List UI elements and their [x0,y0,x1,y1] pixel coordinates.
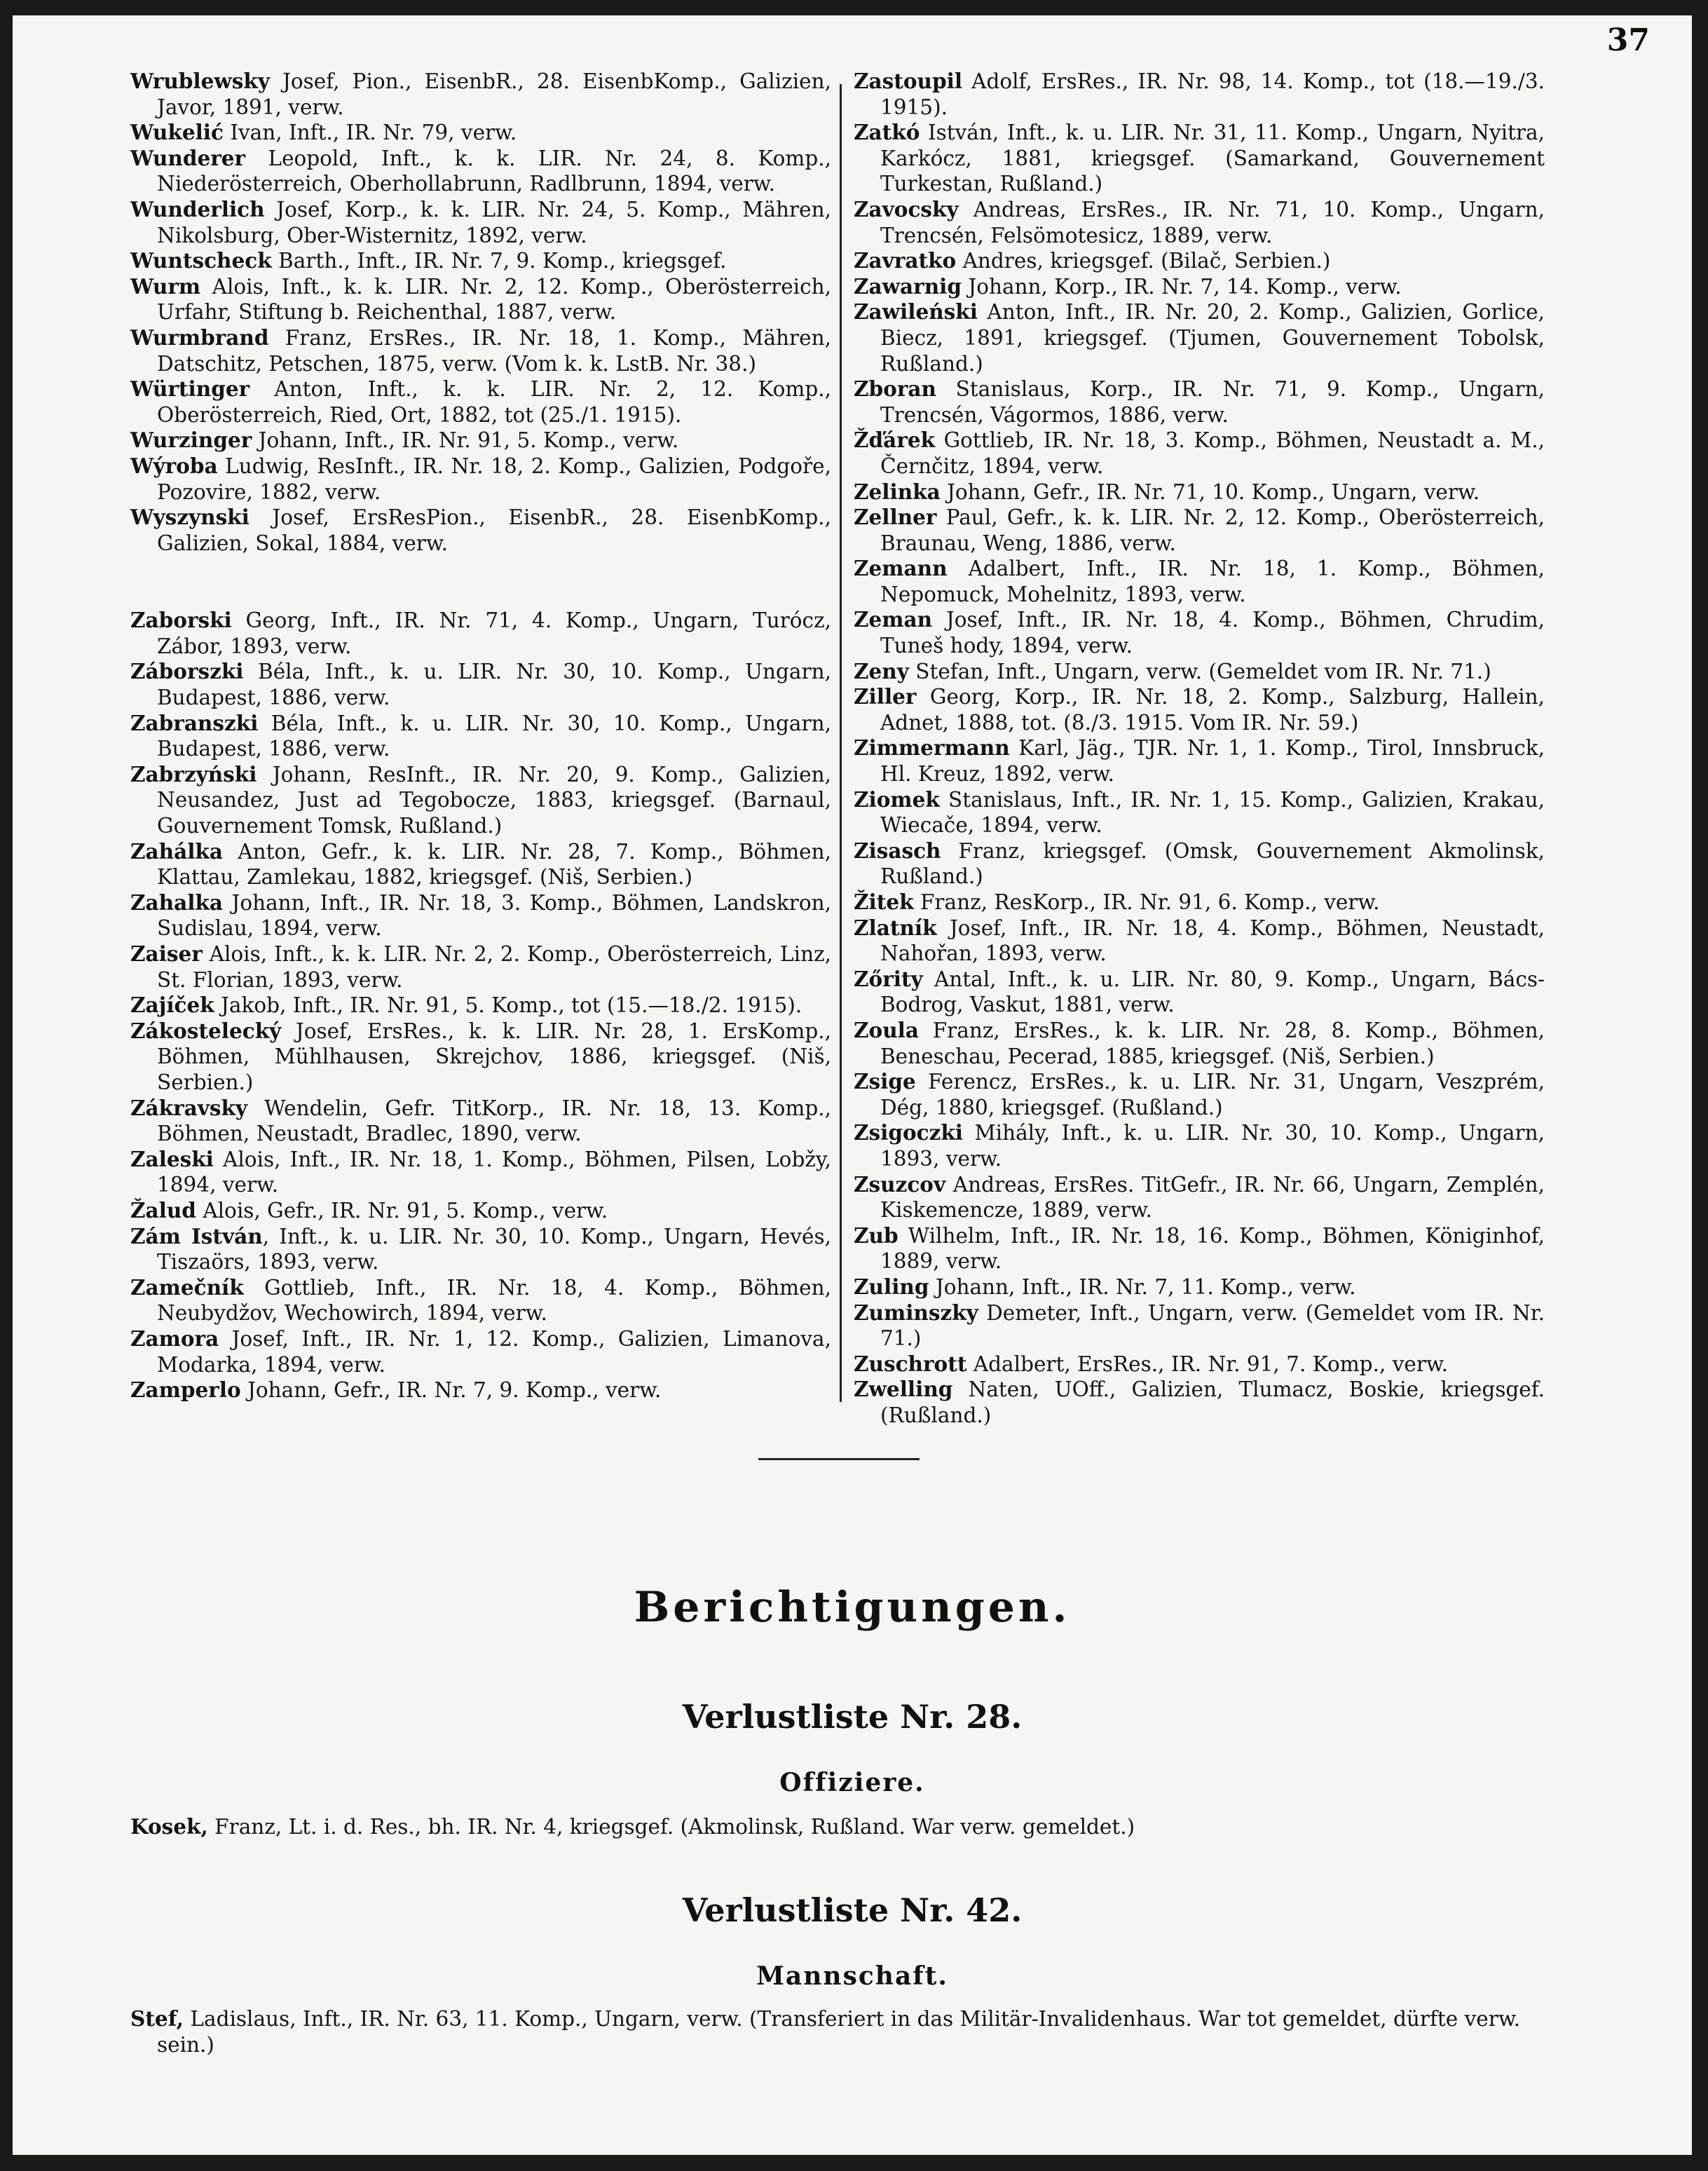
entry-name: Wýroba [130,453,218,478]
entry-name: Zawarnig [854,273,962,299]
entry-text: Demeter, Inft., Ungarn, verw. (Gemeldet vom IR. Nr. 71.) [880,1300,1545,1351]
casualty-entry [854,505,1545,556]
casualty-entry [130,1198,831,1224]
entry-text: Josef, Inft., IR. Nr. 18, 4. Komp., Böhmen, Chrudim, Tuneš hody, 1894, verw. [880,608,1545,658]
casualty-entry [854,787,1545,838]
entry-name: Zuling [854,1274,929,1299]
casualty-entry [854,1377,1545,1428]
casualty-entry [130,197,831,248]
entry-text: Franz, kriegsgef. (Omsk, Gouvernement Akmolinsk, Rußland.) [880,838,1545,889]
entry-name: Žalud [130,1197,196,1223]
entry-text: Franz, ErsRes., k. k. LIR. Nr. 28, 8. Komp., Böhmen, Beneschau, Pecerad, 1885, kriegsgef. (Niš, Serbien.) [880,1018,1545,1068]
entry-text: Ludwig, ResInft., IR. Nr. 18, 2. Komp., Galizien, Podgoře, Pozovire, 1882, verw. [157,454,831,504]
casualty-entry [854,659,1545,685]
casualty-entry [130,325,831,376]
entry-text: Josef, ErsResPion., EisenbR., 28. EisenbKomp., Galizien, Sokal, 1884, verw. [157,505,831,555]
entry-name: Zelinka [854,479,941,504]
casualty-entry [130,890,831,941]
entry-name: Zám István [130,1223,263,1248]
entry-text: Jakob, Inft., IR. Nr. 91, 5. Komp., tot (15.—18./2. 1915). [214,993,802,1018]
casualty-entry [854,197,1545,248]
entry-name: Zoula [854,1017,919,1042]
entry-name: Žitek [854,890,914,914]
entry-name: Zabranszki [130,710,259,735]
entry-name: Zub [854,1223,899,1248]
entry-name: Ziomek [854,787,940,812]
entry-text: Johann, Gefr., IR. Nr. 7, 9. Komp., verw. [240,1378,662,1403]
entry-text: Johann, ResInft., IR. Nr. 20, 9. Komp., Galizien, Neusandez, Just ad Tegobocze, 1883, kriegsgef. (Barnaul, Gouvernement Tomsk, Rußland.) [157,762,831,838]
entry-name: Zamperlo [130,1377,241,1403]
casualty-entry [130,428,831,454]
entry-name: Záborszki [130,659,244,684]
casualty-entry [854,1274,1545,1300]
casualty-entry [854,838,1545,890]
entry-text: Paul, Gefr., k. k. LIR. Nr. 2, 12. Komp., Oberösterreich, Braunau, Weng, 1886, verw. [880,505,1545,555]
entry-name: Zahálka [130,838,223,864]
entry-name: Zsigoczki [854,1120,964,1145]
entry-text: Leopold, Inft., k. k. LIR. Nr. 24, 8. Komp., Niederösterreich, Oberhollabrunn, Radlbrunn, 1894, verw. [157,146,831,196]
casualty-entry [130,608,831,659]
entry-name: Žďárek [854,428,936,453]
casualty-entry [854,684,1545,735]
entry-name: Zajíček [130,993,214,1018]
entry-text: Andres, kriegsgef. (Bilač, Serbien.) [956,249,1331,273]
entry-text: Ivan, Inft., IR. Nr. 79, verw. [223,121,517,145]
entry-text: Wilhelm, Inft., IR. Nr. 18, 16. Komp., Böhmen, Königinhof, 1889, verw. [880,1223,1545,1274]
entry-name: Ziller [854,684,917,709]
entry-name: Zákravsky [130,1095,248,1120]
casualty-entry [130,659,831,710]
entry-text: Ladislaus, Inft., IR. Nr. 63, 11. Komp., Ungarn, verw. (Transferiert in das Militär-Invalidenhaus. War tot gemeldet, dürfte verw. sein.) [157,2007,1520,2057]
list-28-entry [130,1814,1552,1840]
casualty-entry [130,762,831,839]
casualty-entry [854,1018,1545,1069]
casualty-entry [130,1019,831,1096]
entry-name: Kosek, [130,1814,208,1839]
entry-text: Béla, Inft., k. u. LIR. Nr. 30, 10. Komp., Ungarn, Budapest, 1886, verw. [157,711,831,761]
entry-name: Zuschrott [854,1351,967,1376]
list-42-entry [130,2006,1552,2057]
casualty-entry [854,248,1545,274]
entry-name: Zsige [854,1069,916,1094]
entry-name: Zboran [854,376,936,402]
entry-text: Andreas, ErsRes., IR. Nr. 71, 10. Komp., Ungarn, Trencsén, Felsömotesicz, 1889, verw. [880,197,1545,247]
entry-text: Franz, ErsRes., IR. Nr. 18, 1. Komp., Mähren, Datschitz, Petschen, 1875, verw. (Vom k. k. LstB. Nr. 38.) [157,325,831,376]
list-42-title: Verlustliste Nr. 42. [682,1891,1023,1929]
entry-name: Zavratko [854,248,957,273]
entry-name: Zákostelecký [130,1018,282,1043]
casualty-entry [854,428,1545,479]
entry-name: Stef, [130,2006,184,2031]
casualty-entry [130,1147,831,1198]
casualty-entry [130,376,831,428]
entry-name: Zwelling [854,1377,953,1402]
right-column [854,69,1545,1428]
entry-text: István, Inft., k. u. LIR. Nr. 31, 11. Komp., Ungarn, Nyitra, Karkócz, 1881, kriegsgef. (Samarkand, Gouvernement Turkestan, Rußland.) [880,121,1545,196]
entry-text: Anton, Gefr., k. k. LIR. Nr. 28, 7. Komp., Böhmen, Klattau, Zamlekau, 1882, kriegsgef. (Niš, Serbien.) [157,839,831,890]
casualty-entry [130,454,831,505]
entry-text: Wendelin, Gefr. TitKorp., IR. Nr. 18, 13. Komp., Böhmen, Neustadt, Bradlec, 1890, verw. [157,1096,831,1146]
casualty-entry [854,890,1545,916]
casualty-entry [854,967,1545,1018]
entry-text: Josef, Inft., IR. Nr. 18, 4. Komp., Böhmen, Neustadt, Nahořan, 1893, verw. [880,916,1545,966]
casualty-entry [854,1069,1545,1120]
column-divider [840,84,842,1402]
entry-name: Zőrity [854,966,923,991]
casualty-entry [130,274,831,325]
casualty-entry [130,505,831,556]
casualty-entry [854,1300,1545,1352]
entry-text: Gottlieb, Inft., IR. Nr. 18, 4. Komp., Böhmen, Neubydžov, Wechowirch, 1894, verw. [157,1275,831,1326]
entry-text: Alois, Inft., IR. Nr. 18, 1. Komp., Böhmen, Pilsen, Lobžy, 1894, verw. [157,1147,831,1197]
entry-name: Zimmermann [854,735,1010,761]
casualty-entry [854,69,1545,120]
casualty-entry [854,120,1545,197]
casualty-entry [130,1224,831,1275]
entry-name: Zastoupil [854,69,963,93]
entry-text: Alois, Gefr., IR. Nr. 91, 5. Komp., verw. [196,1198,608,1223]
entry-text: Josef, Inft., IR. Nr. 1, 12. Komp., Galizien, Limanova, Modarka, 1894, verw. [157,1326,831,1377]
entry-text: Andreas, ErsRes. TitGefr., IR. Nr. 66, Ungarn, Zemplén, Kiskemencze, 1889, verw. [880,1172,1545,1223]
page-number: 37 [1606,22,1650,58]
entry-text: Stanislaus, Inft., IR. Nr. 1, 15. Komp., Galizien, Krakau, Wiecače, 1894, verw. [880,787,1545,838]
entry-text: Johann, Inft., IR. Nr. 18, 3. Komp., Böhmen, Landskron, Sudislau, 1894, verw. [157,890,831,941]
entry-text: Johann, Inft., IR. Nr. 91, 5. Komp., verw. [252,428,679,453]
entry-text: Barth., Inft., IR. Nr. 7, 9. Komp., kriegsgef. [271,249,727,273]
entry-name: Wyszynski [130,505,250,530]
entry-text: Josef, Korp., k. k. LIR. Nr. 24, 5. Komp., Mähren, Nikolsburg, Ober-Wisternitz, 1892, verw. [157,197,831,247]
entry-name: Zaleski [130,1146,214,1171]
entry-name: Zabrzyński [130,761,257,787]
entry-text: Anton, Inft., k. k. LIR. Nr. 2, 12. Komp., Oberösterreich, Ried, Ort, 1882, tot (25./1. 1915). [157,377,831,427]
entry-text: Adalbert, ErsRes., IR. Nr. 91, 7. Komp., verw. [966,1352,1449,1376]
entry-name: Zemann [854,556,948,581]
entry-name: Zeman [854,607,933,632]
casualty-entry [854,556,1545,607]
casualty-entry [854,1172,1545,1223]
casualty-entry [130,1377,831,1403]
entry-text: Franz, Lt. i. d. Res., bh. IR. Nr. 4, kriegsgef. (Akmolinsk, Rußland. War verw. gemeldet.) [207,1815,1135,1839]
casualty-entry [854,607,1545,658]
casualty-entry [854,916,1545,967]
entry-text: Mihály, Inft., k. u. LIR. Nr. 30, 10. Komp., Ungarn, 1893, verw. [880,1121,1545,1171]
entry-name: Zlatník [854,915,937,940]
entry-text: Georg, Korp., IR. Nr. 18, 2. Komp., Salzburg, Hallein, Adnet, 1888, tot. (8./3. 1915. Vom IR. Nr. 59.) [880,685,1545,735]
casualty-entry [130,1096,831,1147]
entry-name: Wukelić [130,120,224,145]
entry-name: Zellner [854,505,937,530]
entry-text: Anton, Inft., IR. Nr. 20, 2. Komp., Galizien, Gorlice, Biecz, 1891, kriegsgef. (Tjumen, Gouvernement Tobolsk, Rußland.) [880,300,1545,376]
entry-name: Zamora [130,1326,219,1351]
casualty-entry [130,1326,831,1377]
entry-text: Antal, Inft., k. u. LIR. Nr. 80, 9. Komp., Ungarn, Bács-Bodrog, Vaskut, 1881, verw. [880,967,1545,1017]
casualty-entry [854,299,1545,376]
list-42-section: Mannschaft. [756,1961,948,1991]
entry-name: Wurm [130,273,201,299]
entry-text: , Inft., k. u. LIR. Nr. 30, 10. Komp., Ungarn, Hevés, Tiszaörs, 1893, verw. [157,1224,831,1274]
section-separator [758,1458,920,1460]
casualty-entry [130,69,831,120]
entry-name: Zaborski [130,608,232,633]
entry-name: Wuntscheck [130,248,272,273]
entry-text: Stanislaus, Korp., IR. Nr. 71, 9. Komp., Ungarn, Trencsén, Vágormos, 1886, verw. [880,377,1545,427]
entry-text: Naten, UOff., Galizien, Tlumacz, Boskie, kriegsgef. (Rußland.) [880,1377,1545,1427]
casualty-entry [130,839,831,890]
casualty-entry [130,1275,831,1326]
entry-name: Zawileński [854,299,978,325]
document-page [13,15,1692,2155]
entry-text: Alois, Inft., k. k. LIR. Nr. 2, 2. Komp., Oberösterreich, Linz, St. Florian, 1893, verw. [157,942,831,992]
casualty-entry [854,479,1545,505]
casualty-entry [854,1352,1545,1377]
entry-text: Johann, Korp., IR. Nr. 7, 14. Komp., verw. [961,274,1402,299]
casualty-entry [854,1223,1545,1274]
entry-text: Ferencz, ErsRes., k. u. LIR. Nr. 31, Ungarn, Veszprém, Dég, 1880, kriegsgef. (Rußland.) [880,1070,1545,1119]
casualty-entry [854,735,1545,787]
entry-name: Zuminszky [854,1300,978,1325]
entry-text: Josef, Pion., EisenbR., 28. EisenbKomp., Galizien, Javor, 1891, verw. [157,69,831,119]
list-28-title: Verlustliste Nr. 28. [682,1698,1023,1736]
casualty-entry [130,146,831,197]
entry-text: Georg, Inft., IR. Nr. 71, 4. Komp., Ungarn, Turócz, Zábor, 1893, verw. [157,608,831,658]
entry-name: Zeny [854,658,909,683]
casualty-entry [130,993,831,1019]
entry-name: Wunderlich [130,196,265,222]
entry-name: Zahalka [130,890,223,915]
entry-text: Stefan, Inft., Ungarn, verw. (Gemeldet vom IR. Nr. 71.) [908,659,1491,683]
entry-text: Johann, Gefr., IR. Nr. 71, 10. Komp., Ungarn, verw. [940,479,1480,504]
entry-text: Josef, ErsRes., k. k. LIR. Nr. 28, 1. ErsKomp., Böhmen, Mühlhausen, Skrejchov, 1886, kriegsgef. (Niš, Serbien.) [157,1019,831,1094]
entry-name: Würtinger [130,376,250,402]
entry-name: Wrublewsky [130,69,270,93]
section-gap [130,556,831,608]
casualty-entry [854,274,1545,300]
entry-name: Wurmbrand [130,325,269,350]
entry-name: Zisasch [854,838,941,863]
entry-name: Zamečník [130,1274,244,1300]
entry-text: Adolf, ErsRes., IR. Nr. 98, 14. Komp., tot (18.—19./3. 1915). [880,69,1545,119]
entry-name: Zavocsky [854,196,959,222]
casualty-entry [854,1120,1545,1171]
entry-text: Franz, ResKorp., IR. Nr. 91, 6. Komp., verw. [913,890,1380,914]
entry-name: Zatkó [854,120,920,145]
entry-text: Gottlieb, IR. Nr. 18, 3. Komp., Böhmen, Neustadt a. M., Černčitz, 1894, verw. [880,428,1545,478]
entry-name: Wunderer [130,145,246,170]
casualty-entry [130,120,831,146]
casualty-entry [130,248,831,274]
list-28-section: Offiziere. [779,1768,925,1797]
casualty-entry [854,376,1545,428]
casualty-entry [130,711,831,762]
entry-text: Adalbert, Inft., IR. Nr. 18, 1. Komp., Böhmen, Nepomuck, Mohelnitz, 1893, verw. [880,557,1545,606]
entry-text: Karl, Jäg., TJR. Nr. 1, 1. Komp., Tirol, Innsbruck, Hl. Kreuz, 1892, verw. [880,736,1545,787]
entry-text: Johann, Inft., IR. Nr. 7, 11. Komp., verw. [929,1274,1356,1299]
casualty-entry [130,941,831,993]
entry-name: Zsuzcov [854,1171,946,1197]
entry-name: Wurzinger [130,428,252,453]
entry-text: Béla, Inft., k. u. LIR. Nr. 30, 10. Komp., Ungarn, Budapest, 1886, verw. [157,660,831,710]
entry-name: Zaiser [130,941,203,966]
entry-text: Alois, Inft., k. k. LIR. Nr. 2, 12. Komp., Oberösterreich, Urfahr, Stiftung b. Reichenthal, 1887, verw. [157,274,831,325]
corrections-heading: Berichtigungen. [634,1583,1071,1632]
left-column [130,69,831,1403]
